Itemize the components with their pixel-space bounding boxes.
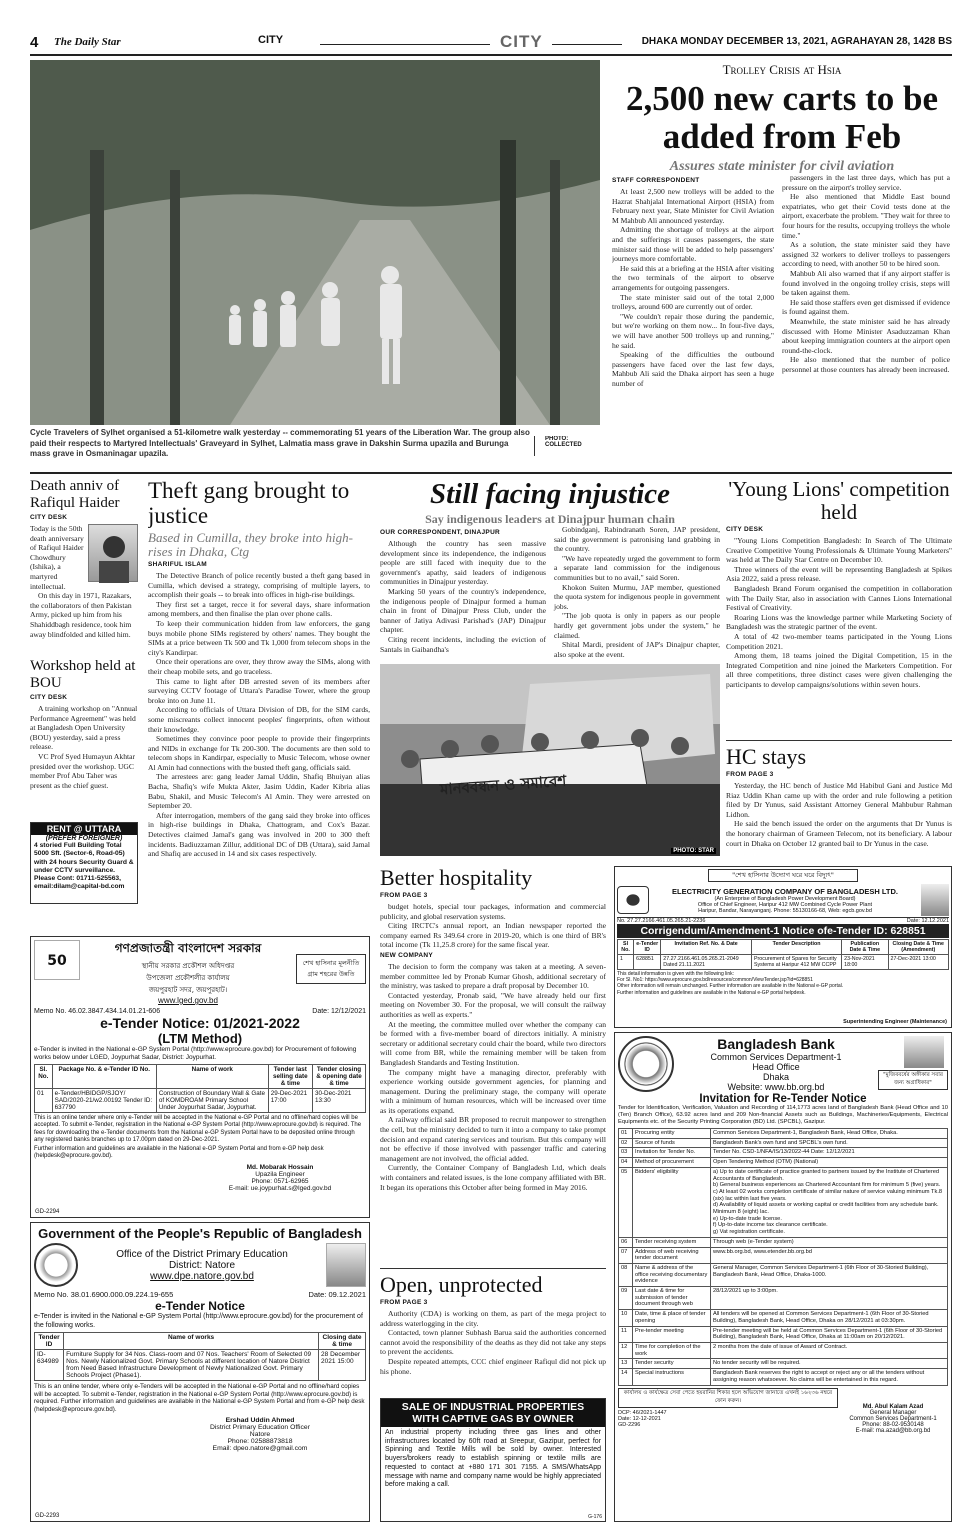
paragraph: VC Prof Syed Humayun Akhtar presided over the workshop. UGC member Prof Abu Taher was present as the chief guest.: [30, 751, 136, 790]
egcb-sub: (An Enterprise of Bangladesh Power Development Board): [714, 895, 856, 902]
egcb-memo: No. 27.27.2166.461.05.265.21-2236: [617, 918, 706, 924]
paragraph: Yesterday, the HC bench of Justice Md Habibul Gani and Justice Md Riaz Uddin Khan came up with the order and rule following a petition filed by Dr Yunus, said Assistant Attorney General Mahbubur Rahman Lidhon.: [726, 781, 952, 819]
rent-subtitle: (PREFER FOREIGNER): [45, 835, 123, 842]
dpe-ref: GD-2293: [35, 1513, 60, 1519]
paragraph: "Young Lions Competition Bangladesh: In Search of The Ultimate Creative Competitive Young Professionals & Ultimate Young Marketers" was held at The Daily Star Centre on December 10.: [726, 536, 952, 565]
masthead-logo: The Daily Star: [54, 36, 121, 48]
table-cell: 1: [618, 955, 634, 970]
sale-title-1: SALE OF INDUSTRIAL PROPERTIES: [401, 1401, 585, 1413]
paragraph: At least 2,500 new trolleys will be added to the Hazrat Shahjalal International Airport (HSIA) from February next year, State Minister for Civil Aviation M Mahbub Ali announced yesterday.: [612, 187, 774, 225]
header-rule-left: [320, 44, 490, 45]
paragraph: He said those staffers even get dismissed if evidence is found against them.: [782, 297, 950, 317]
trolley-story: [612, 60, 952, 460]
bb-ref: GD-2296: [618, 1421, 641, 1428]
dpe-web[interactable]: www.dpe.natore.gov.bd: [150, 1270, 254, 1282]
table-cell: Bangladesh Bank's own fund and SPCBL's own fund.: [711, 1138, 948, 1148]
bb-email: E-mail: ma.azad@bb.org.bd: [855, 1427, 931, 1434]
theft-byline: SHARIFUL ISLAM: [148, 561, 207, 568]
paragraph: The decision to form the company was taken at a meeting. A seven-member committee led by Pronab Kumar Ghosh, additional secretary of the ministry, was tasked to prepare a draft proposal by December 10.: [380, 961, 606, 991]
table-header-cell: Tender last selling date & time: [268, 1065, 312, 1089]
hc-stays-story: [726, 740, 952, 862]
bb-signer: Md. Abul Kalam Azad: [862, 1403, 924, 1410]
theft-subhead: Based in Cumilla, they broke into high-rises in Dhaka, Ctg: [148, 530, 353, 559]
trolley-column-2: [782, 173, 950, 388]
header-divider: [30, 54, 952, 56]
hc-from: FROM PAGE 3: [726, 771, 774, 778]
hospitality-text: [380, 902, 606, 950]
trolley-subhead: Assures state minister for civil aviation: [669, 159, 895, 174]
table-cell: a) Up to date certificate of practice granted to partners issued by the Institute of Chartered Accountants of Bangladesh. b) General business experiences as Chartered Accountant firm for minimum 5 (five) years. c) At least 02 works completion certificate of similar nature of service valuing minimum Tk.8 (six) lac within last five years. d) Availability of liquid assets or working capital or credit facilities from any schedule bank. Minimum 8 (eight) lac. e) Up-to-date trade license. f) Up-to-date income tax clearance certificate. g) Vat registration certificate.: [711, 1167, 948, 1237]
section-rule: [30, 472, 952, 474]
bb-web[interactable]: Website: www.bb.org.bd: [727, 1082, 825, 1092]
trolley-column-1: [612, 187, 774, 388]
portrait-illustration: [89, 525, 138, 583]
table-cell: 01: [619, 1129, 633, 1139]
young-lions-byline: CITY DESK: [726, 526, 764, 533]
table-cell: 04: [619, 1158, 633, 1168]
table-header-cell: Sl No.: [618, 940, 634, 955]
table-row: [619, 1287, 948, 1310]
table-cell: All tenders will be opened at Common Services Department-1 (6th Floor of 30-Storied Building), Bangladesh Bank, Head Office, Dhaka on 28/12/2021 at 03:30pm.: [711, 1310, 948, 1326]
paragraph: After interrogation, members of the gang said they broke into offices in high-rise buildings in Dhaka, Chattogram, and Cox's Bazar. Detectives claimed Jamal's gang was involved in 200 to 300 theft incidents. Badiuzzaman Zillur, additional DC of DB (Uttara), said Jamal and Shafiq are accused in 14 and six cases respectively.: [148, 810, 370, 859]
section-label: CITY: [500, 32, 543, 51]
dpe-body: e-Tender is invited in the National e-GP System Portal (http://www.eprocure.gov.bd) for the procurement of the following works.: [34, 1313, 363, 1329]
paragraph: Bangladesh Brand Forum organised the competition in collaboration with The Daily Star, also in association with Cannes Lions International Festival of Creativity.: [726, 583, 952, 613]
paragraph: As a solution, the state minister said they have assigned 32 workers to deliver trolleys to passengers according to need, with another 50 to be hired soon.: [782, 240, 950, 269]
table-cell: Source of funds: [633, 1138, 711, 1148]
table-cell: Bidders' eligibility: [633, 1167, 711, 1237]
table-cell: Procuring entity: [633, 1129, 711, 1139]
walk-photo-caption: [30, 428, 530, 464]
table-cell: Date, time & place of tender opening: [633, 1310, 711, 1326]
workshop-story: [30, 658, 138, 808]
young-lions-headline: 'Young Lions' competition held: [728, 478, 950, 524]
table-cell: 05: [619, 1167, 633, 1237]
rent-body: 4 storied Full Building Total 5000 Sft. (Sector-6, Road-05) with 24 hours Security Guard & under CCTV surveillance. Please Cont: 01711-525563, email:dilam@capital-bd.com: [34, 842, 134, 891]
bb-name: Bangladesh Bank: [717, 1036, 835, 1052]
paragraph: Three winners of the event will be representing Bangladesh at Spikes Asia 2022, said a press release.: [726, 564, 952, 584]
table-cell: Last date & time for submission of tender document through web: [633, 1287, 711, 1310]
paragraph: Marking 50 years of the country's independence, the indigenous people of Dinajpur formed a human chain in front of Dinajpur Press Club, under the banner of Jatiya Adivasi Parishad's (JAP) Dinajpur chapter.: [380, 586, 546, 635]
table-header-cell: Name of works: [64, 1333, 319, 1350]
table-cell: Time for completion of the work: [633, 1342, 711, 1358]
paragraph: "We couldn't repair those during the pandemic, but we're working on them now... In four-five days, we will have another 500 trolleys up and running," he said.: [612, 311, 774, 350]
table-row: [619, 1247, 948, 1263]
table-row: [619, 1263, 948, 1286]
paragraph: Contacted, town planner Subhash Barua said the authorities concerned cannot avoid the responsibility of the deaths as they did not take any steps to prevent the accidents.: [380, 1328, 606, 1357]
walk-photo: [30, 60, 600, 425]
table-cell: 12: [619, 1342, 633, 1358]
theft-story: [148, 478, 370, 928]
paragraph: At the meeting, the committee mulled over whether the company can be formed with a five-member board of directors initially. A ministry secretary or additional secretary could chair the board, while two directors will come from BR, while the remaining member will be taken from Bangladesh Standards and Testing Institution.: [380, 1019, 606, 1067]
paragraph: Mahbub Ali also warned that if any airport staffer is found involved in the ongoing trolley crisis, steps will be taken against them.: [782, 268, 950, 298]
open-text: [380, 1309, 606, 1376]
table-cell: 02: [619, 1138, 633, 1148]
bb-dcp-date: Date: 12-12-2021: [618, 1415, 661, 1422]
egcb-date: Date: 12.12.2021: [906, 918, 949, 924]
lged-memo: Memo No. 46.02.3847.434.14.01.21-606: [34, 1008, 161, 1015]
table-cell: Tender receiving system: [633, 1237, 711, 1247]
bb-table: [618, 1128, 948, 1386]
table-cell: 11: [619, 1326, 633, 1342]
lged-date: Date: 12/12/2021: [312, 1008, 366, 1015]
paragraph: Contacted yesterday, Pronab said, "We have already held our first meeting on November 30. For the proposal, we will consult the railway authorities as well as experts.": [380, 990, 606, 1019]
table-cell: Bangladesh Bank reserves the right to accept or reject any or all the tenders without assigning reason whatsoever. No claims will be entertained in this regard.: [711, 1369, 948, 1385]
bb-intro: Tender for Identification, Verification, Valuation and Recording of 114,1773 acres land of Bangladesh Bank (Head Office and 10 (Ten) Branch Office), 63.92 acres land and 209 Non-financial Assets such as Buildings, Machineries/Equipments, Electrical Equipments etc. of the Security Printing Corporation (BD) Ltd. (SPCBL), Gazipur.: [618, 1105, 948, 1125]
table-cell: 07: [619, 1247, 633, 1263]
paragraph: "We have repeatedly urged the government to form a separate land commission for the indigenous communities but to no avail," said Soren.: [554, 553, 720, 582]
page-number: 4: [30, 34, 39, 51]
paragraph: Authority (CDA) is working on them, as part of the mega project to address waterlogging in the city.: [380, 1309, 606, 1328]
paragraph: Shital Mardi, president of JAP's Dinajpur chapter, also spoke at the event.: [554, 640, 720, 659]
theft-headline: Theft gang brought to justice: [148, 478, 350, 528]
open-story: [380, 1268, 606, 1386]
credit-line-1: PHOTO:: [545, 436, 569, 442]
paragraph: Citing recent incidents, including the eviction of Santals in Gaibandha's: [380, 634, 546, 654]
dpe-office: Office of the District Primary Education: [116, 1248, 288, 1260]
egcb-tender-ad: [614, 866, 952, 1028]
lged-body: e-Tender is invited in the National e-GP System Portal (http://www.eprocure.gov.bd) for Procurement of following works below under LGED, Joypurhat Sadar, District: Joypurhat.: [34, 1046, 357, 1061]
portrait-icon: [326, 1243, 366, 1287]
egcb-logo-icon: [617, 886, 649, 914]
table-cell: Address of web receiving tender document: [633, 1247, 711, 1263]
table-row: [619, 1129, 948, 1139]
hospitality-story: [380, 866, 606, 1262]
sale-body: An industrial property including three gas lines and other infrastructures located by 60ft road at Sreepur, Gazipur, perfect for Spinning and Textile Mills will be sold by owner. Interested buyers/brokers ready to establish spinning or textile mills are requested to contact at +880 171 301 7155. A SMS/WhatsApp message with name and company name would be highly appreciated before making a call.: [385, 1429, 601, 1489]
page-header: [30, 32, 952, 54]
table-row: [619, 1342, 948, 1358]
lged-table: [34, 1064, 366, 1113]
bb-city: Dhaka: [762, 1072, 789, 1082]
table-cell: 14: [619, 1369, 633, 1385]
paragraph: Sometimes they convince poor people to provide their fingerprints and NIDs in exchange for Tk 200-300. The documents are then sold to telecom shops in Kandirpar, especially to Music Telecom, whose owner Al Amin had connections with the busted theft gang, officials said.: [148, 734, 370, 772]
table-cell: 30-Dec-2021 13:30: [312, 1089, 365, 1113]
dpe-memo: Memo No. 38.01.6900.000.09.224.19-655: [34, 1290, 174, 1299]
bb-dcp: DCP: 46/2021-1447: [618, 1409, 667, 1416]
injustice-byline: OUR CORRESPONDENT, DINAJPUR: [380, 529, 501, 536]
caption-text: Cycle Travelers of Sylhet organised a 51-kilometre walk yesterday -- commemorating 51 years of the Liberation War. The group also paid their respects to Martyred Intellectuals' Graveyard in Sylhet, Lalmatia mass grave in Dakshin Surma upazila and Burunga mass grave in Osmaninagar upazila.: [30, 428, 530, 458]
paragraph: Currently, the Container Company of Bangladesh Ltd, which deals with containers and related issues, is the lone company affiliated with BR. It began its operations this October after being formed in May 2016.: [380, 1163, 606, 1192]
bb-bn-line: কার্যালয় ও কার্যক্ষেত্র সেবা পেতে হয়রানির শিকার হলে অভিযোগ জানাতে এখনই ১৬২৩৬ নম্বরে ফোন করুন।: [618, 1388, 838, 1408]
table-row: [619, 1369, 948, 1385]
injustice-subhead: Say indigenous leaders at Dinajpur human chain: [425, 512, 675, 526]
govt-seal-icon: [34, 1243, 78, 1287]
dpe-email: Email: dpeo.natore@gmail.com: [212, 1445, 308, 1453]
paragraph: The Detective Branch of police recently busted a theft gang based in Cumilla, which devised a strategy, comprising of multiple layers, to accomplish their goals -- to break into offices in high-rise buildings.: [148, 571, 370, 600]
section-label-small: CITY: [258, 34, 284, 46]
table-cell: Method of procurement: [633, 1158, 711, 1168]
dpe-notice-title: e-Tender Notice: [155, 1299, 245, 1313]
dpe-date: Date: 09.12.2021: [308, 1290, 366, 1299]
paragraph: Admitting the shortage of trolleys at the airport and the sufferings it causes passengers, the state minister said those will be added to help passengers' journeys more comfortable.: [612, 225, 774, 264]
table-header-cell: Tender closing & opening date & time: [312, 1065, 365, 1089]
table-cell: 09: [619, 1287, 633, 1310]
dpe-tender-ad: [30, 1222, 370, 1522]
hospitality-headline: Better hospitality: [380, 866, 533, 890]
bb-tender-ad: [614, 1032, 952, 1522]
egcb-table: [617, 939, 949, 970]
table-header-cell: e-Tender ID: [634, 940, 661, 955]
dpe-district: District: Natore: [168, 1259, 236, 1271]
dpe-signer: Ershad Uddin Ahmed: [225, 1417, 295, 1425]
open-from: FROM PAGE 3: [380, 1299, 428, 1306]
table-row: [619, 1359, 948, 1369]
paragraph: Although the country has seen massive development since its independence, the indigenous people are still faced with inequity due to the government's apathy, said leaders of indigenous communities in Dinajpur yesterday.: [380, 539, 546, 587]
sale-ref: G-176: [588, 1514, 602, 1520]
trolley-kicker: Trolley Crisis at Hsia: [722, 62, 842, 77]
bb-logo-icon: [618, 1036, 674, 1092]
paragraph: passengers in the last three days, which has put a pressure on the airport's trolley service.: [782, 173, 950, 192]
lged-govt-title: গণপ্রজাতন্ত্রী বাংলাদেশ সরকার: [114, 941, 262, 955]
dpe-table: [34, 1332, 366, 1381]
death-para: On this day in 1971, Razakars, the collaborators of then Pakistan Army, picked up him from his Shahiddbagh residence, took him away blindfolded and killed him.: [30, 591, 132, 639]
injustice-headline: Still facing injustice: [429, 478, 671, 510]
table-cell: www.bb.org.bd, www.etender.bb.org.bd: [711, 1247, 948, 1263]
egcb-foot-2: For Sl. No1: https://www.eprocure.gov.bd/resources/common/ViewTender.jsp?id=628851: [617, 977, 813, 984]
table-cell: 28/12/2021 up to 3:00pm.: [711, 1287, 948, 1310]
portrait-icon-2: [921, 884, 949, 916]
table-header-cell: Publication Date & Time: [842, 940, 888, 955]
egcb-address: Haripur, Bandar, Narayanganj. Phone: 55130166-68, Web: egcb.gov.bd: [698, 907, 872, 914]
lged-method: (LTM Method): [157, 1031, 243, 1046]
lged-notice-title: e-Tender Notice: 01/2021-2022: [100, 1015, 300, 1031]
lged-office: উপজেলা প্রকৌশলীর কার্যালয়: [146, 974, 230, 982]
paragraph: Once their operations are over, they throw away the SIMs, along with their cheap mobile sets, and go traceless.: [148, 657, 370, 676]
sale-title-2: WITH CAPTIVE GAS BY OWNER: [412, 1413, 574, 1425]
table-header-cell: Name of work: [156, 1065, 268, 1089]
young-lions-story: [726, 478, 952, 734]
banner-text: মানববন্ধন ও সমাবেশ: [439, 771, 567, 799]
paragraph: "The job quota is only in papers as our people hardly get government jobs under the system," he claimed.: [554, 611, 720, 640]
hospitality-text-2: [380, 962, 606, 1192]
table-cell: 08: [619, 1263, 633, 1286]
table-header-cell: Invitation Ref. No. & Date: [661, 940, 752, 955]
lged-web[interactable]: www.lged.gov.bd: [158, 996, 218, 1005]
mujib-logo: 50: [34, 940, 80, 980]
theft-text: [148, 571, 370, 859]
table-cell: Procurement of Spares for Security Systems at Haripur 412 MW CCPP: [751, 955, 841, 970]
paragraph: According to officials of Uttara Division of DB, for the SIM cards, some miscreants collect innocent peoples' fingerprints, often without their knowledge.: [148, 705, 370, 734]
lged-ref: GD-2294: [35, 1209, 60, 1215]
paragraph: A training workshop on "Annual Performance Agreement" was held at Bangladesh Open University (BOU) yesterday, said a press release.: [30, 704, 138, 752]
workshop-headline: Workshop held at BOU: [30, 658, 136, 691]
paragraph: Khokon Suiten Murmu, JAP member, questioned the quota system for indigenous people in government jobs.: [554, 582, 720, 611]
table-header-cell: Closing Date & Time (Amendment): [888, 940, 948, 955]
table-cell: Construction of Boundary Wall & Gate of KOMDROAM Primary School Under Joypurhat Sadar, Joypurhat.: [156, 1089, 268, 1113]
table-cell: 06: [619, 1237, 633, 1247]
paragraph: He said the bench issued the order on the arguments that Dr Yunus is the honorary chairman of Grameen Telecom, not its beneficiary. A labour court in Dhaka on October 12 granted bail to Dr Yunus in the case.: [726, 819, 952, 848]
death-anniversary-story: [30, 478, 138, 656]
paragraph: This came to light after DB arrested seven of its members after surveying CCTV footage of Uttara's Paradise Tower, where the group broke into on June 11.: [148, 676, 370, 705]
paragraph: Roaring Lions was the knowledge partner while Marketing Society of Bangladesh was the strategic partner of the event.: [726, 612, 952, 632]
egcb-foot-4: Further information and guidelines are available in the National e-GP portal helpdesk.: [617, 989, 806, 996]
paragraph: The state minister said out of the total 2,000 trolleys, around 600 are currently out of order.: [612, 292, 774, 312]
table-cell: Tender security: [633, 1359, 711, 1369]
dpe-footer: This is an online tender, where only e-Tenders will be accepted in the National e-GP Portal and no offline/hard copies will be accepted. To submit e-Tender, registration in the National e-GP System Portal (http://www.eprocure.gov.bd) is required. Further information and guidelines are available in the National e-GP System Portal and from e-GP help desk (helpdesk@eprocure.gov.bd).: [34, 1383, 365, 1413]
table-row: [619, 1167, 948, 1237]
death-lead: Today is the 50th death anniversary of Rafiqul Haider Chowdhury (Ishika), a martyred intellectual.: [30, 524, 84, 591]
egcb-name: ELECTRICITY GENERATION COMPANY OF BANGLADESH LTD.: [672, 886, 898, 896]
egcb-signer: Superintending Engineer (Maintenance): [843, 1019, 947, 1025]
table-cell: 03: [619, 1148, 633, 1158]
portrait-photo: [88, 524, 138, 582]
photo-credit: [534, 436, 594, 456]
egcb-foot-1: This detail information is given with the following link:: [617, 971, 734, 977]
lged-signer-title: Upazila Engineer: [255, 1170, 305, 1178]
table-cell: 27.27.2166.461.05.265.21-2049 Dated 21.11.2021: [661, 955, 752, 970]
table-header-cell: Sl. No.: [35, 1065, 53, 1089]
egcb-notice: Corrigendum/Amendment-1 Notice ofe-Tender ID: 628851: [617, 924, 949, 938]
table-header-cell: Package No. & e-Tender ID No.: [52, 1065, 156, 1089]
table-cell: 23-Nov-2021 18:00: [842, 955, 888, 970]
table-cell: 10: [619, 1310, 633, 1326]
table-cell: Pre-tender meeting: [633, 1326, 711, 1342]
human-chain-illustration: [380, 664, 720, 856]
table-cell: Invitation for Tender No.: [633, 1148, 711, 1158]
table-cell: Furniture Supply for 34 Nos. Class-room and 07 Nos. Teachers' Room of Selected 09 Nos. Newly Nationalized Govt. Primary Schools at different location of Natore District from Need Based Infrastructure Development of Newly Nationalized Govt. Primary Schools Project (Phase1).: [64, 1350, 319, 1381]
table-row: [619, 1138, 948, 1148]
paragraph: A total of 42 two-member teams participated in the Young Lions Competition 2021.: [726, 631, 952, 651]
table-cell: General Manager, Common Services Department-1 (6th Floor of 30-Storied Building), Bangladesh Bank, Head Office, Dhaka-1000.: [711, 1263, 948, 1286]
workshop-text: [30, 704, 138, 790]
dpe-govt-title: Government of the People's Republic of Bangladesh: [38, 1226, 362, 1241]
open-headline: Open, unprotected: [380, 1272, 543, 1297]
paragraph: The arrestees are: gang leader Jamal Uddin, Shafiq Bhuiyan alias Bacha, Shafiq's wife Mukta Akter, Jasim Uddin, Kader Kibria alias Babu, Shakil, and Music Telecom's Al Amin. They were arrested on September 20.: [148, 772, 370, 811]
hc-headline: HC stays: [726, 744, 807, 769]
lged-footer2: Further information and guidelines are available in the National e-GP System Portal and from e-GP help desk (helpdesk@eprocure.gov.bd).: [34, 1146, 324, 1160]
paragraph: budget hotels, special tour packages, information and commercial publicity, and global reservation systems.: [380, 902, 606, 921]
lged-tender-ad: [30, 936, 370, 1218]
lged-email: E-mail: ue.joypurhat.s@lged.gov.bd: [228, 1184, 332, 1192]
paragraph: Gobindganj, Rabindranath Soren, JAP president, said the government is patronising land grabbing in the country.: [554, 525, 720, 554]
rent-title: RENT @ UTTARA: [31, 823, 137, 835]
dateline: DHAKA MONDAY DECEMBER 13, 2021, AGRAHAYAN 28, 1428 BS: [641, 36, 952, 47]
table-cell: 628851: [634, 955, 661, 970]
table-header-cell: Tender Description: [751, 940, 841, 955]
young-lions-text: [726, 536, 952, 690]
bb-notice: Invitation for Re-Tender Notice: [699, 1093, 867, 1105]
lged-signer: Md. Mobarak Hossain: [246, 1163, 314, 1171]
credit-line-2: COLLECTED: [545, 442, 582, 448]
table-cell: ID-634989: [35, 1350, 64, 1381]
dpe-phone: Phone: 02588873818: [227, 1438, 293, 1446]
paragraph: Citing IRCTC's annual report, an Indian newspaper reported the company earned Rs 349.64 crore in 2019-20, which is one third of BR's total income (Tk 11,25.8 crore) for the same fiscal year.: [380, 921, 606, 950]
death-byline: CITY DESK: [30, 514, 68, 521]
portrait-icon-3: [904, 1036, 944, 1068]
death-headline: Death anniv of Rafiqul Haider: [30, 478, 120, 511]
dpe-title2: Natore: [249, 1431, 271, 1439]
human-chain-photo: [380, 664, 720, 856]
bb-phone: Phone: 88-02-9530148: [862, 1421, 924, 1428]
bb-office: Head Office: [752, 1062, 800, 1072]
lged-dept: স্থানীয় সরকার প্রকৌশল অধিদপ্তর: [141, 962, 235, 970]
workshop-byline: CITY DESK: [30, 694, 68, 701]
table-header-cell: Tender ID: [35, 1333, 64, 1350]
paragraph: He said this at a briefing at the HSIA after visiting the two terminals of the airport to observe arrangements for outgoing passengers.: [612, 263, 774, 292]
industrial-sale-ad: [380, 1398, 606, 1522]
bb-signer-title: General Manager: [869, 1409, 917, 1416]
trolley-headline: 2,500 new carts to be added from Feb: [625, 79, 939, 156]
egcb-office: Office of Chief Engineer, Haripur 412 MW Combined Cycle Power Plant: [697, 901, 873, 908]
walk-photo-illustration: [30, 60, 600, 425]
table-cell: Common Services Department-1, Bangladesh Bank, Head Office, Dhaka.: [711, 1129, 948, 1139]
hospitality-subhead: NEW COMPANY: [380, 951, 434, 959]
table-row: [619, 1158, 948, 1168]
paragraph: He also mentioned that the number of police personnel at those counters has already been increased.: [782, 355, 950, 374]
table-cell: 13: [619, 1359, 633, 1369]
table-cell: 29-Dec-2021 17:00: [268, 1089, 312, 1113]
table-cell: 27-Dec-2021 13:00: [888, 955, 948, 970]
paragraph: A railway official said BR proposed to recruit manpower to strengthen the cell, but the ministry decided to turn it into a company to take prompt decision and expand catering services and tourism. But this company will not be effective if those involved with passenger traffic and catering management are not involved, the official added.: [380, 1115, 606, 1163]
hospitality-from: FROM PAGE 3: [380, 892, 428, 899]
photo-credit-star: PHOTO: STAR: [673, 848, 714, 854]
header-rule-right: [552, 44, 622, 45]
table-header-cell: Closing date & time: [319, 1333, 366, 1350]
lged-footer: This is an online tender where only e-Tender will be accepted in the National e-GP Portal and no offline/hard copies will be accepted. To submit e-Tender, registration in the National e-GP System Portal (http://www.eprocure.gov.bd) is required. The fees for downloading the e-Tender documents from the National e-GP System Portal have to be deposited online through any registered banks branches up to 17.00pm dated on 29-Dec-2021.: [34, 1115, 362, 1143]
table-cell: 2 months from the date of issue of Award of Contract.: [711, 1342, 948, 1358]
table-row: [619, 1237, 948, 1247]
paragraph: They first set a target, recce it for several days, share information among members, and then finalise the plan over phone calls.: [148, 599, 370, 619]
trolley-byline: STAFF CORRESPONDENT: [612, 177, 700, 184]
lged-slogan: শেখ হাসিনার মূলনীতি গ্রাম শহরের উন্নতি: [296, 954, 366, 984]
lged-location: জয়পুরহাট সদর, জয়পুরহাট।: [148, 986, 228, 994]
paragraph: To keep their communication hidden from law enforcers, the gang buys mobile phone SIMs registered by others' names. They bought the SIMs at a price between Tk 500 and Tk 1,000 from telecom shops in the city's Kandirpar.: [148, 618, 370, 657]
table-cell: No tender security will be required.: [711, 1359, 948, 1369]
table-cell: 01: [35, 1089, 53, 1113]
lged-phone: Phone: 0571-62965: [251, 1177, 309, 1185]
paragraph: Despite repeated attempts, CCC chief engineer Rafiqul did not pick up his phone.: [380, 1356, 606, 1376]
paragraph: Meanwhile, the state minister said he has already discussed with Home Minister Asaduzzaman Khan about keeping immigration counters at the airport open round-the-clock.: [782, 316, 950, 355]
injustice-column-2: [554, 525, 720, 659]
table-cell: Name & address of the office receiving documentary evidence: [633, 1263, 711, 1286]
paragraph: He also mentioned that Middle East bound expatriates, who get their Covid tests done at the airport, exacerbate the problem. "They wait for three to four hours for the results, occupying trolleys the whole time.": [782, 192, 950, 240]
egcb-foot-3: Other information will remain unchanged. Further information are available in the National e-GP portal.: [617, 983, 844, 990]
table-cell: Pre-tender meeting will be held at Common Services Department-1 (6th Floor of 30-Storied Building), Bangladesh Bank, Head Office, Dhaka at 11:00am on 20/12/2021.: [711, 1326, 948, 1342]
table-cell: Special instructions: [633, 1369, 711, 1385]
table-cell: Through web (e-Tender system): [711, 1237, 948, 1247]
table-cell: 28 December 2021 15:00: [319, 1350, 366, 1381]
paragraph: Speaking of the difficulties the outbound passengers have faced over the last few days, Mahbub Ali said the Dhaka airport has seen a huge number of: [612, 350, 774, 388]
bb-signer-dept: Common Services Department-1: [849, 1415, 937, 1422]
injustice-column-1: [380, 539, 546, 659]
dpe-title1: District Primary Education Officer: [210, 1424, 310, 1432]
table-row: [619, 1326, 948, 1342]
paragraph: The company might have a managing director, preferably with experience working outside government agencies, for planning and management. During the preliminary stage, the company will operate with a minimum of human resources, which will be increased over time as its operations expand.: [380, 1067, 606, 1115]
hc-text: [726, 781, 952, 848]
rent-ad: [30, 822, 138, 904]
bb-dept: Common Services Department-1: [710, 1052, 842, 1062]
table-row: [619, 1148, 948, 1158]
table-cell: Open Tendering Method (OTM) (National): [711, 1158, 948, 1168]
table-row: [619, 1310, 948, 1326]
paragraph: Among them, 18 teams joined the Digital Competition, 15 in the Integrated Competition and nine joined the Marketers Competition. For all three competitions, three distinct cases were given challenging the participants to develop campaigns/solutions within seven hours.: [726, 651, 952, 689]
egcb-slogan: "শেখ হাসিনার উদ্যোগ ঘরে ঘরে বিদ্যুৎ": [708, 869, 858, 882]
bb-slogan: "মুজিববর্ষের অঙ্গীকার সবার জন্য অগ্রাধিকার": [878, 1070, 948, 1090]
table-cell: e-Tender/HBIDGP/SJOY/ SAD/2020-21/w2.00192 Tender ID: 637790: [52, 1089, 156, 1113]
table-cell: Tender No. CSD-1/NFA/IS/13/2022-44 Date: 12/12/2021: [711, 1148, 948, 1158]
